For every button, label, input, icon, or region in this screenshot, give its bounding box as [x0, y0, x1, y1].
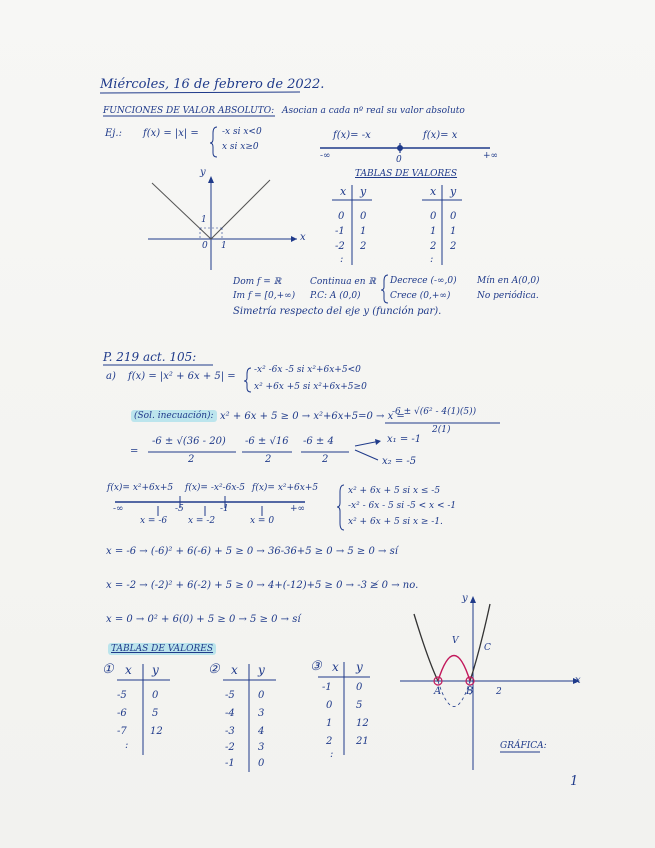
formula-numerator: -6 ± √(6² - 4(1)(5))	[392, 407, 477, 417]
number-line-2	[115, 496, 305, 516]
t4-r0-x: -5	[225, 690, 235, 701]
numline2-pos-inf: +∞	[290, 504, 306, 514]
t4-r1-y: 3	[258, 708, 265, 719]
t3-r2-x: -7	[117, 726, 127, 737]
t4-r2-x: -3	[225, 726, 235, 737]
graph2-point-C: C	[484, 643, 491, 653]
t2-header-x: x	[430, 185, 437, 198]
piece-2: -x² - 6x - 5 si -5 < x < -1	[348, 501, 457, 511]
graph2-point-B: B	[466, 686, 474, 697]
prop-decrece: Decrece (-∞,0)	[390, 276, 457, 286]
numline2-p1: -5	[175, 504, 184, 514]
graph2-y-label: y	[462, 593, 468, 604]
numline2-neg-inf: -∞	[113, 504, 124, 514]
sec2-func-def: f(x) = |x² + 6x + 5| =	[128, 371, 236, 382]
sec2-case-1: -x² -6x -5 si x²+6x+5<0	[254, 365, 361, 375]
table1-lines	[332, 185, 462, 265]
t4-header-x: x	[231, 663, 238, 677]
t2-r2-x: 2	[430, 241, 437, 252]
t5-r2-y: 12	[356, 718, 369, 729]
t3-number: ①	[102, 662, 114, 677]
piece-3: x² + 6x + 5 si x ≥ -1.	[348, 517, 443, 527]
prop-min: Mín en A(0,0)	[477, 276, 540, 286]
prop-cont: Continua en ℝ	[310, 277, 376, 287]
root-x2: x₂ = -5	[382, 456, 417, 467]
t5-r0-y: 0	[356, 682, 363, 693]
sec1-tables-title: TABLAS DE VALORES	[355, 169, 458, 179]
t4-r4-y: 0	[258, 758, 265, 769]
t3-r0-x: -5	[117, 690, 127, 701]
step3-denominator: 2	[322, 454, 329, 465]
abs-graph	[148, 176, 297, 270]
test-x-minus2: x = -2 → (-2)² + 6(-2) + 5 ≥ 0 → 4+(-12)+5 ≥ 0 → -3 ≱ 0 → no.	[106, 580, 419, 591]
t3-header-x: x	[125, 663, 132, 677]
graph1-y-label: y	[200, 167, 206, 178]
numline1-pos-inf: +∞	[483, 151, 499, 161]
t4-r4-x: -1	[225, 758, 235, 769]
numline1-right-label: f(x)= x	[423, 130, 458, 141]
page-number: 1	[570, 774, 579, 789]
formula-denominator: 2(1)	[432, 425, 451, 435]
t4-r3-x: -2	[225, 742, 235, 753]
t3-r0-y: 0	[152, 690, 159, 701]
step3-numerator: -6 ± 4	[303, 436, 334, 447]
sec2-tables-title: TABLAS DE VALORES	[108, 645, 216, 654]
t1-r2-y: 2	[360, 241, 367, 252]
t5-more: :	[330, 749, 334, 760]
t5-r0-x: -1	[322, 682, 332, 693]
test-x-0: x = 0 → 0² + 6(0) + 5 ≥ 0 → 5 ≥ 0 → sí	[106, 614, 301, 625]
step2-denominator: 2	[265, 454, 272, 465]
t4-r1-x: -4	[225, 708, 235, 719]
t3-r1-x: -6	[117, 708, 127, 719]
t5-r1-x: 0	[326, 700, 333, 711]
t5-header-y: y	[356, 660, 363, 674]
numline2-test1: x = -6	[140, 516, 168, 526]
example-prefix: Ej.:	[105, 128, 122, 139]
t3-r2-y: 12	[150, 726, 163, 737]
graph1-tick-x: 1	[221, 241, 227, 251]
numline2-f1: f(x)= x²+6x+5	[107, 483, 174, 493]
t3-r1-y: 5	[152, 708, 159, 719]
numline2-f2: f(x)= -x²-6x-5	[185, 483, 246, 493]
t2-more: :	[430, 254, 434, 265]
step1-numerator: -6 ± √(36 - 20)	[152, 436, 226, 447]
section1-title: FUNCIONES DE VALOR ABSOLUTO:	[103, 106, 275, 116]
t2-r1-x: 1	[430, 226, 437, 237]
numline2-p2: -1	[220, 504, 229, 514]
sec2-case-2: x² +6x +5 si x²+6x+5≥0	[254, 382, 367, 392]
numline2-test3: x = 0	[250, 516, 275, 526]
number-line-1	[320, 143, 490, 153]
parabola-graph	[400, 593, 580, 770]
t5-header-x: x	[332, 660, 339, 674]
t1-header-y: y	[360, 185, 367, 198]
prop-im: Im f = [0,+∞)	[233, 291, 296, 301]
eq-lead: =	[130, 446, 139, 457]
abs-case-1: -x si x<0	[222, 127, 262, 137]
t1-more: :	[340, 254, 344, 265]
root-x1: x₁ = -1	[387, 434, 422, 445]
t4-r0-y: 0	[258, 690, 265, 701]
numline1-neg-inf: -∞	[320, 151, 331, 161]
graph2-x-label: x	[575, 675, 581, 686]
t2-r2-y: 2	[450, 241, 457, 252]
t4-number: ②	[208, 662, 220, 677]
numline1-left-label: f(x)= -x	[333, 130, 371, 141]
numline2-f3: f(x)= x²+6x+5	[252, 483, 319, 493]
t1-r0-x: 0	[338, 211, 345, 222]
numline1-zero: 0	[396, 155, 402, 165]
prop-crece: Crece (0,+∞)	[390, 291, 451, 301]
t1-r0-y: 0	[360, 211, 367, 222]
graph2-tick: 2	[496, 687, 502, 697]
t1-r2-x: -2	[335, 241, 345, 252]
abs-function-def: f(x) = |x| =	[143, 128, 199, 139]
graph2-vertex-V: V	[452, 636, 459, 646]
graph1-origin: 0	[202, 241, 208, 251]
prop-pc: P.C: A (0,0)	[310, 291, 361, 301]
step1-denominator: 2	[188, 454, 195, 465]
prop-dom: Dom f = ℝ	[233, 277, 282, 287]
t2-r1-y: 1	[450, 226, 457, 237]
inecuacion-eq: x² + 6x + 5 ≥ 0 → x²+6x+5=0 → x =	[220, 411, 405, 422]
t5-number: ③	[310, 659, 322, 674]
t3-header-y: y	[152, 663, 159, 677]
t4-header-y: y	[258, 663, 265, 677]
graph2-caption: GRÁFICA:	[500, 741, 547, 751]
t4-r2-y: 4	[258, 726, 265, 737]
graph2-point-A: A	[434, 686, 442, 697]
test-x-minus6: x = -6 → (-6)² + 6(-6) + 5 ≥ 0 → 36-36+5 ≥ 0 → 5 ≥ 0 → sí	[106, 546, 398, 557]
t4-r3-y: 3	[258, 742, 265, 753]
t5-r3-x: 2	[326, 736, 333, 747]
piece-1: x² + 6x + 5 si x ≤ -5	[348, 486, 441, 496]
graph1-x-label: x	[300, 232, 306, 243]
numline2-test2: x = -2	[188, 516, 216, 526]
t2-r0-x: 0	[430, 211, 437, 222]
t2-header-y: y	[450, 185, 457, 198]
inecuacion-label: (Sol. inecuación):	[131, 412, 217, 421]
t5-r3-y: 21	[356, 736, 369, 747]
date-heading: Miércoles, 16 de febrero de 2022.	[100, 77, 325, 92]
t1-r1-y: 1	[360, 226, 367, 237]
prop-sim: Simetría respecto del eje y (función par).	[233, 306, 442, 317]
section1-subtitle: Asocian a cada nº real su valor absoluto	[282, 106, 465, 116]
t5-r1-y: 5	[356, 700, 363, 711]
t1-header-x: x	[340, 185, 347, 198]
abs-case-2: x si x≥0	[222, 142, 259, 152]
section2-title: P. 219 act. 105:	[103, 350, 197, 364]
t1-r1-x: -1	[335, 226, 345, 237]
t5-r2-x: 1	[326, 718, 333, 729]
part-a: a)	[106, 371, 116, 382]
t2-r0-y: 0	[450, 211, 457, 222]
prop-noper: No periódica.	[477, 291, 539, 301]
graph1-tick-y: 1	[201, 215, 207, 225]
step2-numerator: -6 ± √16	[245, 436, 289, 447]
t3-more: :	[125, 740, 129, 751]
